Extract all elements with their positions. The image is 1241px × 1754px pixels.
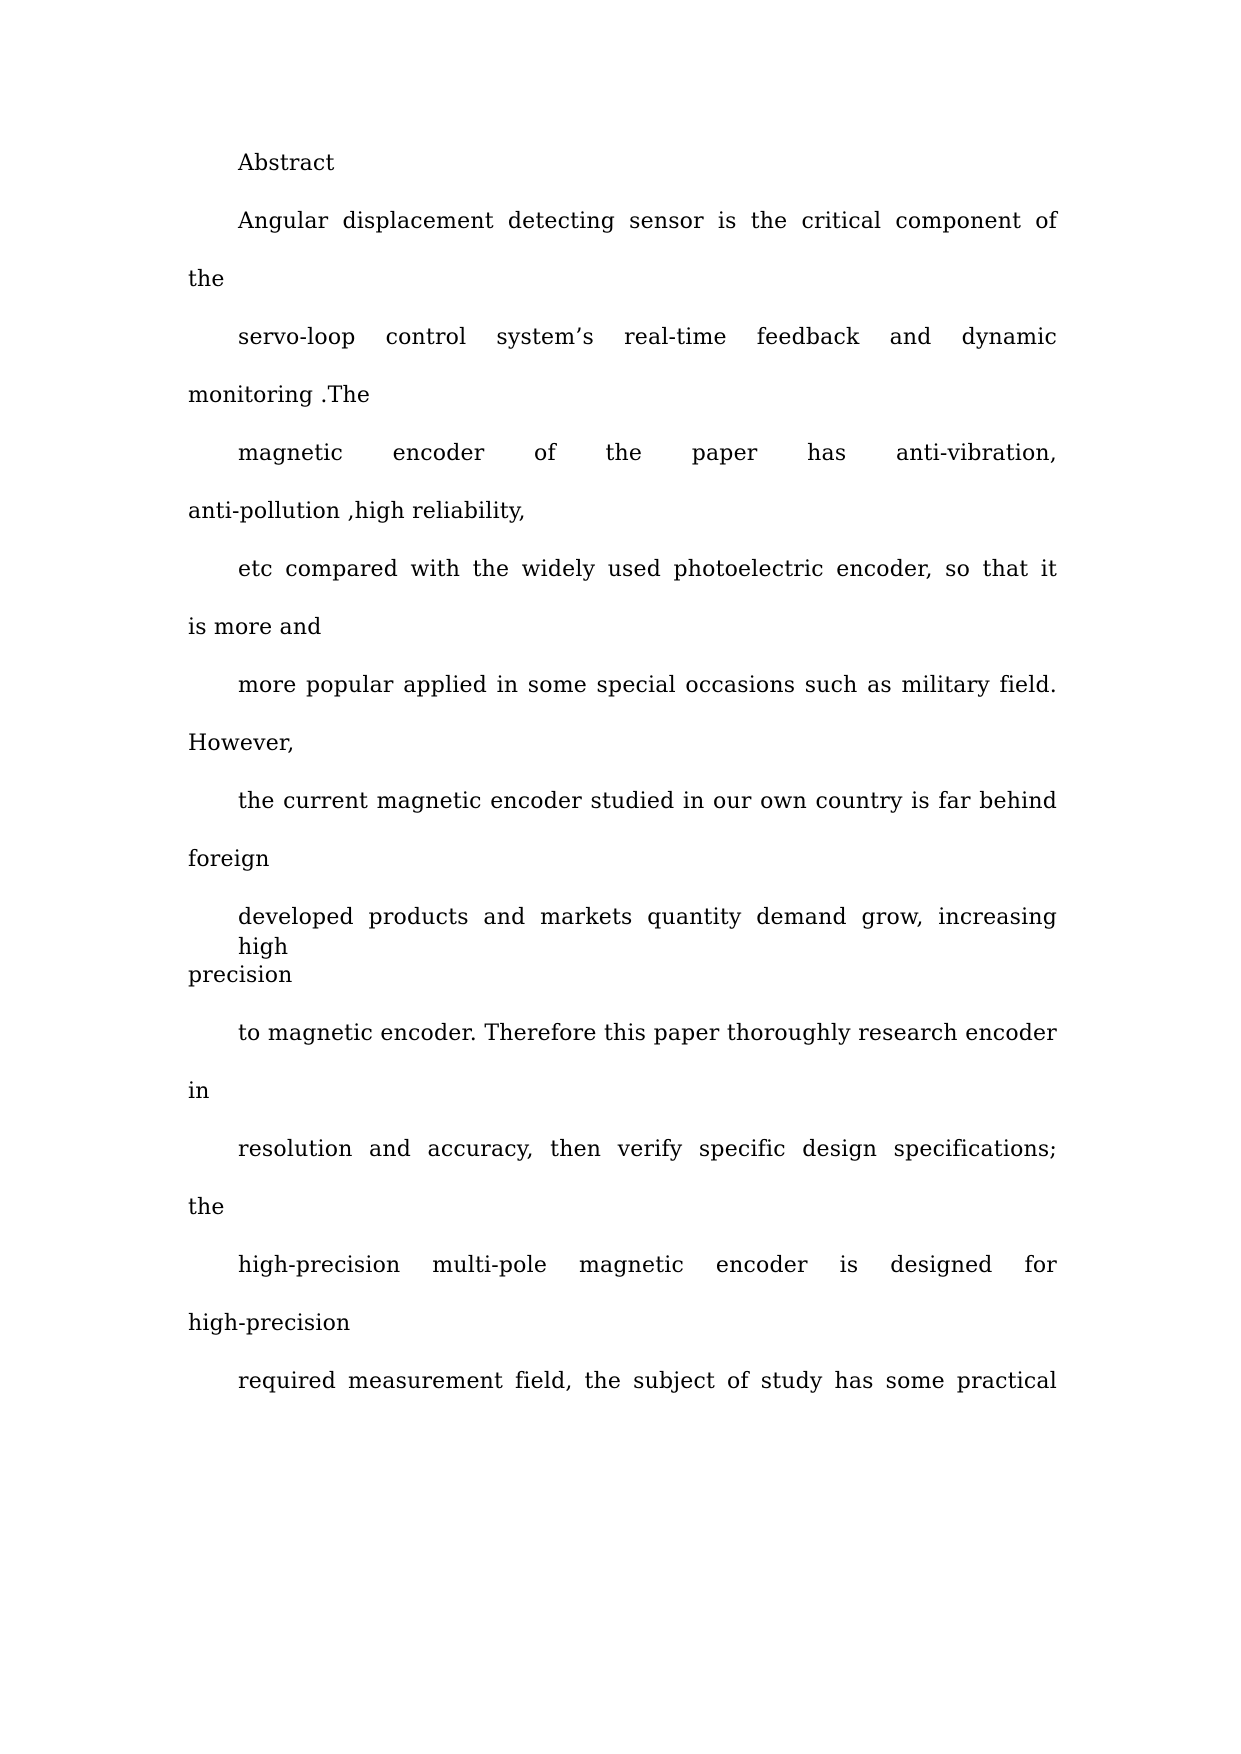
text-line-10: However, (188, 731, 295, 756)
text-line-5: magnetic encoder of the paper has anti-vibration, (238, 441, 1057, 466)
text-line-12: foreign (188, 847, 270, 872)
text-line-2: the (188, 267, 225, 292)
text-line-21: required measurement field, the subject of study has some practical (238, 1369, 1057, 1394)
text-line-15: to magnetic encoder. Therefore this paper thoroughly research encoder (238, 1021, 1057, 1046)
text-line-7: etc compared with the widely used photoelectric encoder, so that it (238, 557, 1057, 582)
text-line-17: resolution and accuracy, then verify specific design specifications; (238, 1137, 1057, 1162)
abstract-heading: Abstract (238, 151, 335, 176)
text-line-18: the (188, 1195, 225, 1220)
text-line-9: more popular applied in some special occasions such as military field. (238, 673, 1057, 698)
text-line-4: monitoring .The (188, 383, 371, 408)
text-line-11: the current magnetic encoder studied in our own country is far behind (238, 789, 1057, 814)
text-line-13: developed products and markets quantity demand grow, increasing high (238, 905, 1057, 960)
text-line-6: anti-pollution ,high reliability, (188, 499, 526, 524)
text-line-3: servo-loop control system’s real-time feedback and dynamic (238, 325, 1057, 350)
text-line-16: in (188, 1079, 210, 1104)
text-line-14: precision (188, 963, 293, 988)
text-line-19: high-precision multi-pole magnetic encoder is designed for (238, 1253, 1057, 1278)
text-line-8: is more and (188, 615, 322, 640)
text-line-1: Angular displacement detecting sensor is the critical component of (238, 209, 1057, 234)
text-line-20: high-precision (188, 1311, 351, 1336)
